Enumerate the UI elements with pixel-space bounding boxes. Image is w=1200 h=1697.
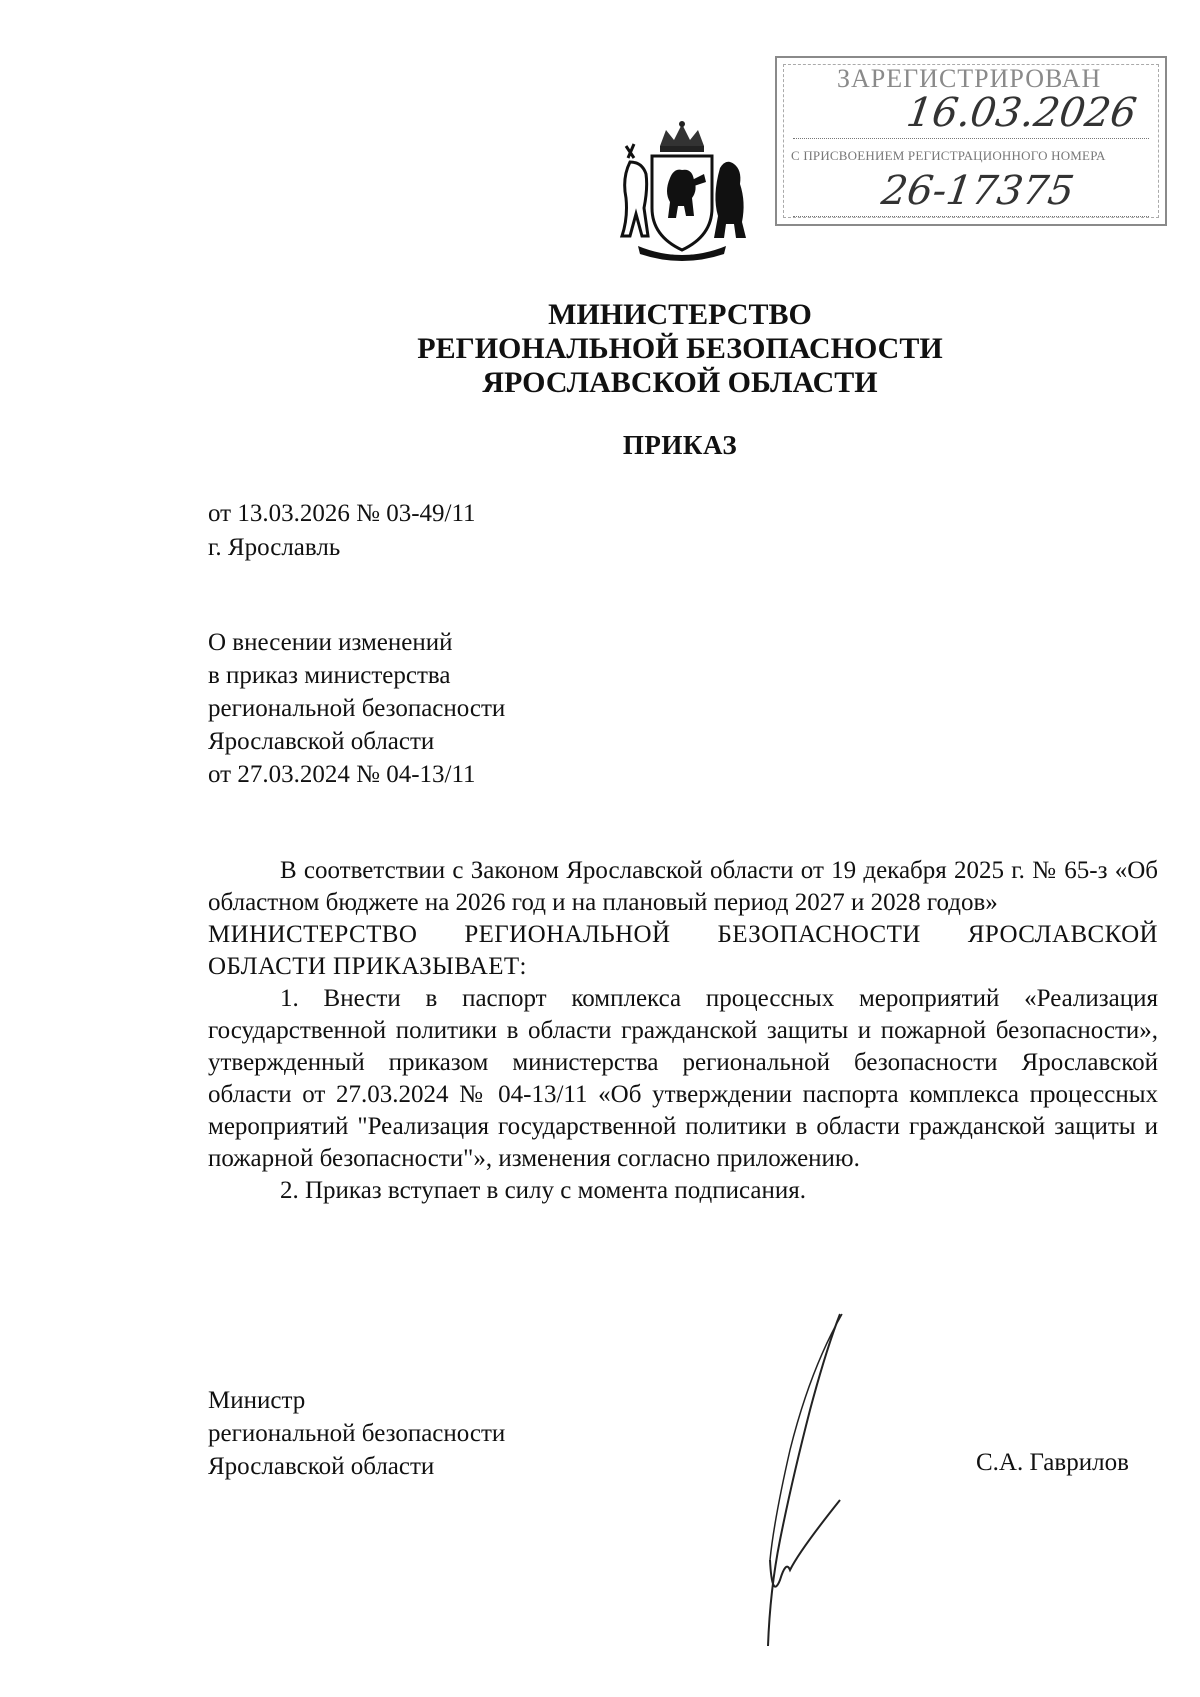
deer-icon: [622, 144, 648, 236]
handwritten-signature: [730, 1310, 860, 1650]
bear-supporter-icon: [714, 162, 746, 238]
subject-line: региональной безопасности: [208, 695, 506, 722]
body-order-clause: МИНИСТЕРСТВО РЕГИОНАЛЬНОЙ БЕЗОПАСНОСТИ ЯРОСЛАВСКОЙ ОБЛАСТИ ПРИКАЗЫВАЕТ:: [208, 921, 1158, 980]
stamp-divider: [793, 138, 1149, 139]
document-body: [208, 855, 1158, 1207]
document-meta: [208, 497, 476, 565]
subject-line: от 27.03.2024 № 04-13/11: [208, 761, 476, 788]
signatory-name: С.А. Гаврилов: [976, 1449, 1129, 1476]
document-subject: [208, 626, 505, 791]
stamp-date: 16.03.2026: [903, 90, 1140, 136]
signatory-line: Ярославской области: [208, 1453, 435, 1480]
stamp-title: ЗАРЕГИСТРИРОВАН: [837, 64, 1102, 93]
signatory-title: [208, 1384, 505, 1483]
subject-line: Ярославской области: [208, 728, 435, 755]
registration-stamp: [775, 56, 1167, 226]
subject-line: О внесении изменений: [208, 629, 453, 656]
heading-line: РЕГИОНАЛЬНОЙ БЕЗОПАСНОСТИ: [417, 332, 943, 365]
document-type-title: ПРИКАЗ: [622, 430, 738, 460]
stamp-divider: [793, 216, 1149, 217]
ministry-heading: [300, 298, 1060, 400]
heading-line: МИНИСТЕРСТВО: [548, 298, 812, 331]
heading-line: ЯРОСЛАВСКОЙ ОБЛАСТИ: [482, 366, 878, 399]
subject-line: в приказ министерства: [208, 662, 451, 689]
signatory-line: Министр: [208, 1387, 306, 1414]
date-number: от 13.03.2026 № 03-49/11: [208, 500, 476, 527]
body-item: 2. Приказ вступает в силу с момента подписания.: [280, 1177, 806, 1204]
city: г. Ярославль: [208, 534, 341, 561]
stamp-subtitle: С ПРИСВОЕНИЕМ РЕГИСТРАЦИОННОГО НОМЕРА: [791, 148, 1106, 163]
signatory-line: региональной безопасности: [208, 1420, 506, 1447]
crown-icon: [660, 121, 704, 152]
body-paragraph: В соответствии с Законом Ярославской области от 19 декабря 2025 г. № 65-з «Об областном бюджете на 2026 год и на плановый период 2027 и 2028 годов»: [208, 857, 1158, 916]
coat-of-arms-emblem: [608, 118, 756, 266]
stamp-reg-number: 26-17375: [878, 168, 1077, 214]
body-item: 1. Внести в паспорт комплекса процессных мероприятий «Реализация государственной политики в области гражданской защиты и пожарной безопасности», утвержденный приказом министерства региональной безопасности Ярославской области от 27.03.2024 № 04-13/11 «Об утверждении паспорта комплекса процессных мероприятий "Реализация государственной политики в области гражданской защиты и пожарной безопасности"», изменения согласно приложению.: [208, 985, 1158, 1172]
